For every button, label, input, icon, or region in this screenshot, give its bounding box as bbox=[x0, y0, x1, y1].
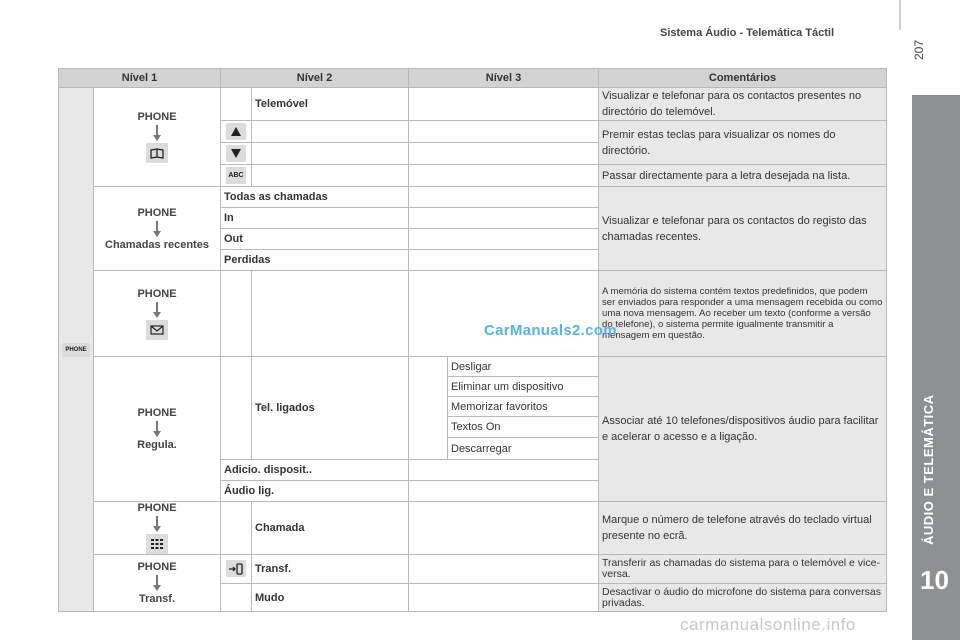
level1-cell bbox=[59, 88, 94, 612]
g2-item-missed: Perdidas bbox=[221, 250, 409, 271]
table-row bbox=[59, 357, 887, 377]
recent-calls-label: Chamadas recentes bbox=[105, 238, 209, 251]
g5-level2-call: Chamada bbox=[252, 502, 409, 555]
abc-key-label: ABC bbox=[228, 172, 244, 179]
g6-comment-mute: Desactivar o áudio do microfone do sistema para conversas privadas. bbox=[599, 584, 887, 612]
abc-key-icon bbox=[226, 167, 246, 184]
arrow-up-key-icon bbox=[226, 123, 246, 140]
g1-comment-abc: Passar directamente para a letra desejada na lista. bbox=[599, 165, 887, 187]
table-row bbox=[59, 187, 887, 208]
phone-label: PHONE bbox=[137, 206, 177, 219]
table-row bbox=[59, 88, 887, 121]
transfer-label: Transf. bbox=[138, 593, 176, 605]
g6-level2-mute: Mudo bbox=[252, 584, 409, 612]
phone-label: PHONE bbox=[137, 561, 177, 573]
g6-level1-cell bbox=[94, 555, 221, 612]
g1-comment-telemovel: Visualizar e telefonar para os contactos presentes no directório do telemóvel. bbox=[599, 88, 887, 121]
chapter-sidebar bbox=[912, 95, 960, 640]
g3-comment: A memória do sistema contém textos predefinidos, que podem ser enviados para responder a uma mensagem recebida ou como uma nova mensagem. Ao receber um texto (conforme a versão do telefone), o sistema permite igualmente transmitir a mensagem em questão. bbox=[599, 271, 887, 357]
g4-level1-cell bbox=[94, 357, 221, 502]
phone-label: PHONE bbox=[137, 502, 177, 514]
arrow-down-key-icon bbox=[226, 145, 246, 162]
down-arrow-icon bbox=[153, 125, 161, 141]
g2-item-all: Todas as chamadas bbox=[221, 187, 409, 208]
g1-level2-telemovel: Telemóvel bbox=[252, 88, 409, 121]
phone-label: PHONE bbox=[137, 111, 177, 123]
g1-comment-keys: Premir estas teclas para visualizar os nomes do directório. bbox=[599, 121, 887, 165]
transfer-phone-icon bbox=[226, 560, 246, 577]
g4-level2-connected-phones: Tel. ligados bbox=[252, 357, 409, 460]
header-level2: Nível 2 bbox=[221, 69, 409, 88]
g5-level1-cell bbox=[94, 502, 221, 555]
table-header-row bbox=[59, 69, 887, 88]
g5-comment: Marque o número de telefone através do teclado virtual presente no ecrã. bbox=[599, 502, 887, 555]
g4-option-disconnect: Desligar bbox=[448, 357, 599, 377]
down-arrow-icon bbox=[153, 302, 161, 318]
header-level3: Nível 3 bbox=[409, 69, 599, 88]
header-rule bbox=[899, 0, 901, 30]
down-arrow-icon bbox=[153, 221, 161, 237]
g6-comment-transfer: Transferir as chamadas do sistema para o telemóvel e vice-versa. bbox=[599, 555, 887, 584]
chapter-number: 10 bbox=[920, 565, 949, 595]
g4-option-texts-on: Textos On bbox=[448, 417, 599, 438]
chapter-title: ÁUDIO E TELEMÁTICA bbox=[921, 394, 936, 545]
center-watermark: CarManuals2.com bbox=[484, 322, 617, 339]
envelope-icon bbox=[146, 320, 168, 340]
g2-comment: Visualizar e telefonar para os contactos do registo das chamadas recentes. bbox=[599, 187, 887, 271]
directory-book-icon bbox=[146, 143, 168, 163]
footer-watermark: carmanualsonline.info bbox=[680, 615, 856, 634]
g2-level1-cell bbox=[94, 187, 221, 271]
g6-level2-transfer: Transf. bbox=[252, 555, 409, 584]
phone-label: PHONE bbox=[137, 287, 177, 300]
table-row bbox=[59, 502, 887, 555]
header-level1: Nível 1 bbox=[59, 69, 221, 88]
settings-label: Regula. bbox=[137, 439, 177, 451]
g3-level1-cell bbox=[94, 271, 221, 357]
g4-option-download: Descarregar bbox=[448, 438, 599, 460]
down-arrow-icon bbox=[153, 575, 161, 591]
down-arrow-icon bbox=[153, 421, 161, 437]
down-arrow-icon bbox=[153, 516, 161, 532]
table-row bbox=[59, 555, 887, 584]
g2-item-in: In bbox=[221, 208, 409, 229]
g4-add-device: Adicio. disposit.. bbox=[221, 460, 409, 481]
table-row bbox=[59, 271, 887, 357]
phone-menu-icon: PHONE bbox=[62, 343, 89, 357]
g4-comment: Associar até 10 telefones/dispositivos áudio para facilitar e acelerar o acesso e a ligação. bbox=[599, 357, 887, 502]
phone-label: PHONE bbox=[137, 407, 177, 419]
g2-item-out: Out bbox=[221, 229, 409, 250]
header-comments: Comentários bbox=[599, 69, 887, 88]
g1-level1-cell bbox=[94, 88, 221, 187]
menu-table bbox=[58, 68, 887, 612]
g4-option-save-favorites: Memorizar favoritos bbox=[448, 397, 599, 417]
g4-audio-connected: Áudio lig. bbox=[221, 481, 409, 502]
g4-option-delete-device: Eliminar um dispositivo bbox=[448, 377, 599, 397]
page-number: 207 bbox=[912, 39, 926, 60]
page-header-title: Sistema Áudio - Telemática Táctil bbox=[660, 27, 835, 39]
keypad-icon bbox=[146, 534, 168, 554]
